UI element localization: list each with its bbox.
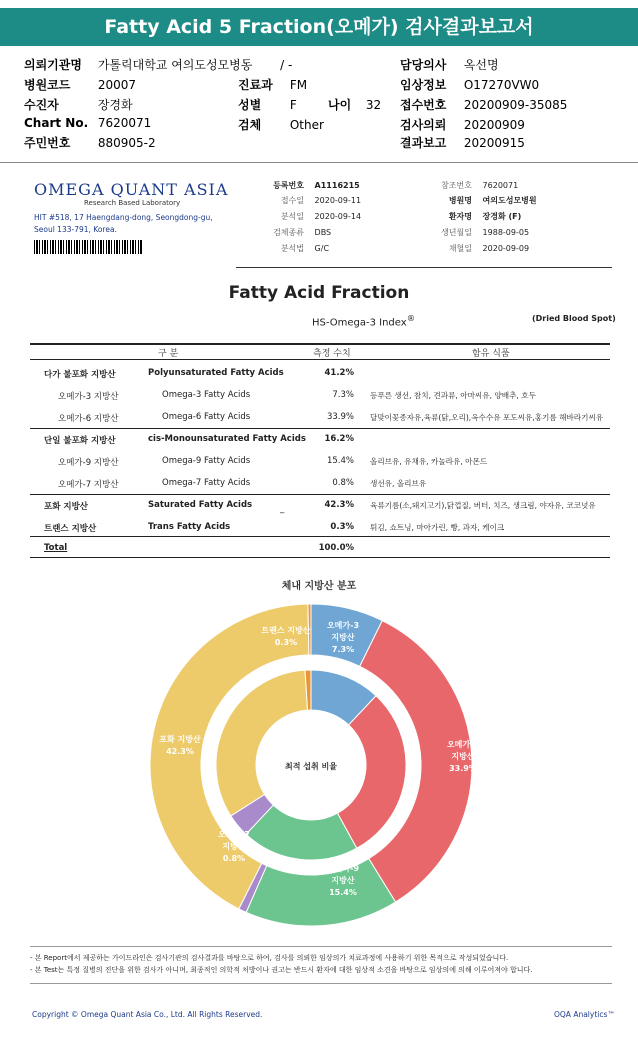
info-hospital [410,195,537,206]
receipt-label: 접수번호 [400,98,447,112]
row-category-ko: 단일 불포화 지방산 [44,436,116,446]
age-field [328,96,381,113]
data-label: 33.9% [449,764,477,773]
info-collect [410,243,529,254]
outer-slice [246,859,395,926]
id-label: 주민번호 [24,136,71,150]
header-divider [0,162,638,163]
row-dash-text: _ [280,504,285,514]
series-label-2: 지방산 [331,633,355,642]
info-hospital-value: 여의도성모병원 [482,196,537,205]
table-row [30,450,610,472]
row-category-en: Omega-9 Fatty Acids [162,456,251,466]
hospital-code-value: 20007 [97,78,137,92]
total-label: Total [44,543,68,553]
row-value: 7.3% [332,390,354,400]
doctor-label: 담당의사 [400,58,447,72]
row-value: 33.9% [326,412,354,422]
receipt-field [400,96,567,113]
hs-omega3-sup: ® [406,313,416,323]
row-food: 생선유, 올리브유 [370,479,427,488]
row-dash [30,498,610,520]
series-label: 오메가-3 [326,621,360,630]
id-field [24,134,156,151]
footer-brand: OQA Analytics™ [554,1010,615,1019]
info-divider [236,267,612,268]
row-category-en: Trans Fatty Acids [148,522,231,532]
info-analysis-date-value: 2020-09-14 [314,212,362,221]
row-food: 등푸른 생선, 참치, 견과류, 아마씨유, 양배추, 호두 [370,391,536,400]
hospital-code-label: 병원코드 [24,78,71,92]
series-label: 오메가-7 [217,830,251,839]
result-field [400,134,525,151]
row-category-ko: 트랜스 지방산 [44,524,97,534]
patient-field [24,96,133,113]
row-category-en: Omega-7 Fatty Acids [162,478,251,488]
info-receipt-date-value: 2020-09-11 [314,196,362,205]
data-label: 7.3% [331,645,355,654]
info-collect-label: 채혈일 [448,244,472,253]
row-category-en: Saturated Fatty Acids [148,500,253,510]
info-ref-no [410,180,518,191]
table-total-row [30,537,610,559]
disclaimer-line2: - 본 Test는 특정 질병의 진단을 위한 검사가 아니며, 최종적인 의학적 처방이나 권고는 반드시 환자에 대한 임상적 소견을 바탕으로 임상의에 의해 이루어져야 합니다. [30,966,533,974]
row-value: 0.8% [332,478,354,488]
hs-omega3-index [312,313,415,328]
lab-tagline: Research Based Laboratory [84,199,181,207]
table-row [30,472,610,494]
specimen-value: Other [289,118,324,132]
org-label: 의뢰기관명 [24,58,82,72]
org-field [24,56,292,73]
row-food: 올리브유, 유채유, 카놀라유, 아몬드 [370,457,488,466]
sex-label: 성별 [238,98,262,112]
info-sample-type-value: DBS [314,228,332,237]
col-value-header: 측정 수치 [313,349,351,359]
id-value: 880905-2 [97,136,156,150]
dept-field [238,76,307,93]
series-label: 오메가-9 [326,864,360,873]
series-label-2: 지방산 [331,876,355,885]
result-label: 결과보고 [400,136,447,150]
specimen-field [238,116,324,133]
chart-title: 체내 지방산 분포 [281,581,357,592]
dept-value: FM [289,78,308,92]
fatty-acid-donut-chart [0,590,638,940]
info-sample-type-label: 검체종류 [273,228,304,237]
report-title: Fatty Acid 5 Fraction(오메가) 검사결과보고서 [0,8,638,46]
data-label: 0.8% [222,854,246,863]
info-ref-no-value: 7620071 [482,181,519,190]
info-method [236,243,329,254]
hs-omega3-label: HS-Omega-3 Index [312,317,407,329]
barcode [34,240,142,254]
row-category-ko: 다가 불포화 지방산 [44,370,116,380]
info-patient-value: 장경화 (F) [482,212,522,221]
col-food-header: 함유 식품 [472,349,510,359]
patient-label: 수진자 [24,98,59,112]
info-method-value: G/C [314,244,330,253]
fraction-title: Fatty Acid Fraction [228,283,410,303]
lab-address-line1: HIT #518, 17 Haengdang-dong, Seongdong-gu, [34,213,213,222]
series-label-2: 지방산 [222,842,246,851]
specimen-label: 검체 [238,118,262,132]
disclaimer-notes [30,946,612,984]
info-reg-no-value: A1116215 [314,181,360,190]
info-collect-value: 2020-09-09 [482,244,530,253]
row-category-ko: 오메가-9 지방산 [58,458,119,468]
table-row [30,362,610,384]
sample-note: (Dried Blood Spot) [532,314,616,323]
table-header-rule [30,359,610,360]
lab-logo: OMEGA QUANT ASIA [34,180,229,199]
clinical-field [400,76,539,93]
info-birth-label: 생년월일 [441,228,472,237]
hospital-code-field [24,76,136,93]
series-label: 포화 지방산 [159,735,201,744]
row-category-en: Polyunsaturated Fatty Acids [148,368,284,378]
chart-no-value: 7620071 [97,116,152,130]
request-value: 20200909 [463,118,525,132]
info-sample-type [236,227,331,238]
doctor-value: 옥선명 [463,58,499,72]
info-patient [410,211,521,222]
row-category-ko: 오메가-7 지방산 [58,480,119,490]
row-category-ko: 오메가-6 지방산 [58,414,119,424]
table-row [30,428,610,450]
info-analysis-date-label: 분석일 [280,212,304,221]
series-label-2: 지방산 [451,752,475,761]
dept-label: 진료과 [238,78,273,92]
copyright: Copyright © Omega Quant Asia Co., Ltd. All Rights Reserved. [32,1010,263,1019]
lab-address-line2: Seoul 133-791, Korea. [34,225,117,234]
info-patient-label: 환자명 [448,212,472,221]
row-category-ko: 오메가-3 지방산 [58,392,119,402]
row-value: 16.2% [324,434,354,444]
chart-no-field [24,116,151,130]
row-value: 15.4% [326,456,354,466]
org-value: 가톨릭대학교 여의도성모병동 [97,58,253,72]
info-ref-no-label: 참조번호 [441,181,472,190]
receipt-value: 20200909-35085 [463,98,568,112]
row-food: 튀김, 쇼트닝, 마아가린, 빵, 과자, 케이크 [370,523,505,532]
col-category-header: 구 분 [158,349,179,359]
age-label: 나이 [328,98,352,112]
info-birth-value: 1988-09-05 [482,228,530,237]
table-row [30,406,610,428]
result-value: 20200915 [463,136,525,150]
row-category-en: Omega-6 Fatty Acids [162,412,251,422]
request-field [400,116,525,133]
series-label: 트랜스 지방산 [261,626,311,635]
row-value: 0.3% [330,522,354,532]
doctor-field [400,56,499,73]
row-food: 육류기름(소,돼지고기),닭껍질, 버터, 치즈, 생크림, 야자유, 코코넛유 [370,501,596,510]
sex-field [238,96,297,113]
patient-value: 장경화 [97,98,133,112]
info-analysis-date [236,211,361,222]
row-category-ko: 포화 지방산 [44,502,89,512]
inner-slice [216,670,308,816]
center-label: 최적 섭취 비율 [285,762,337,771]
table-row [30,384,610,406]
row-value: 41.2% [324,368,354,378]
info-hospital-label: 병원명 [448,196,472,205]
lab-address [34,212,234,236]
data-label: 15.4% [329,888,357,897]
info-receipt-date [236,195,361,206]
clinical-label: 임상정보 [400,78,447,92]
disclaimer-line1: - 본 Report에서 제공하는 가이드라인은 검사기관의 검사결과를 바탕으로 하여, 검사를 의뢰한 임상의가 치료과정에 사용하기 위한 목적으로 작성되었습니다. [30,954,509,962]
row-category-en: cis-Monounsaturated Fatty Acids [148,434,306,444]
row-category-en: Omega-3 Fatty Acids [162,390,251,400]
age-value: 32 [365,98,382,112]
info-reg-no [236,180,360,191]
series-label: 오메가-6 [446,740,480,749]
request-label: 검사의뢰 [400,118,447,132]
org-extra: / - [280,58,293,72]
chart-no-label: Chart No. [24,116,89,130]
data-label: 0.3% [274,638,298,647]
clinical-value: O17270VW0 [463,78,540,92]
info-birth [410,227,529,238]
info-reg-no-label: 등록번호 [273,181,304,190]
info-method-label: 분석법 [280,244,304,253]
total-value: 100.0% [318,543,354,553]
table-bottom-rule [30,557,610,558]
info-receipt-date-label: 접수일 [280,196,304,205]
row-value: 42.3% [324,500,354,510]
row-food: 달맞이꽃종자유,육류(닭,오리),옥수수유 포도씨유,홍기름 해바라기씨유 [370,413,604,422]
table-top-rule [30,343,610,345]
data-label: 42.3% [166,747,194,756]
sex-value: F [289,98,297,112]
